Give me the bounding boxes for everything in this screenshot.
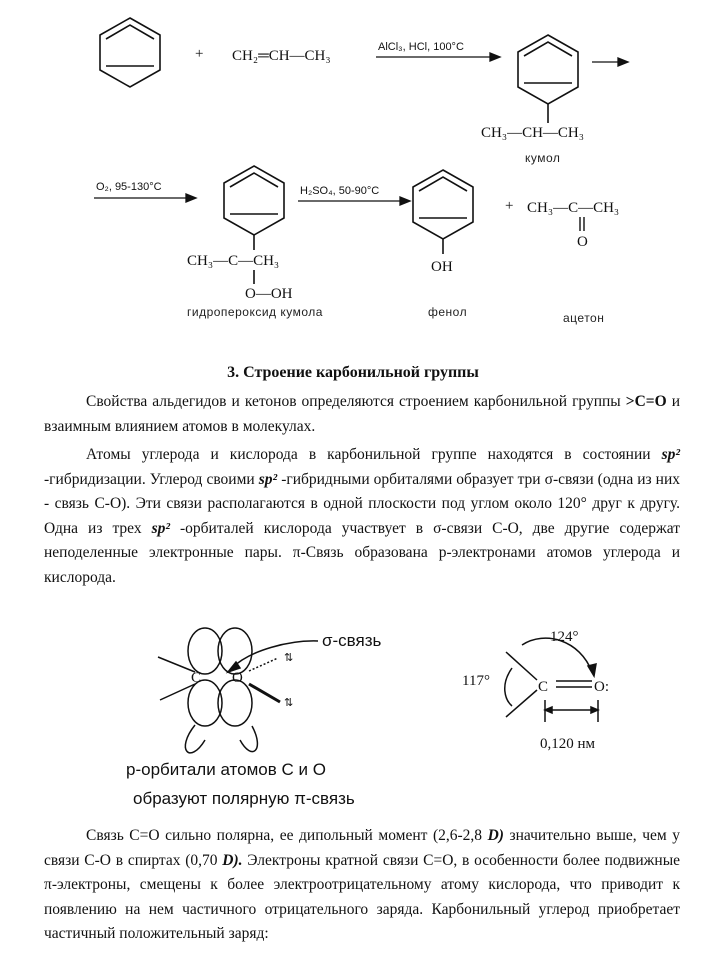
paragraph-1 xyxy=(44,390,680,439)
acetone-oxygen: O xyxy=(577,234,588,250)
phenol-oh: OH xyxy=(431,259,453,275)
text-run: Атомы углерода и кислорода в карбонильной группе находятся в состоянии xyxy=(86,446,662,463)
reaction-conditions-1: AlCl₃, HCl, 100°C xyxy=(378,41,464,53)
angle-117: 117° xyxy=(462,673,490,689)
angle-124: 124° xyxy=(550,629,579,645)
acetone-formula: CH₃—C—CH₃ xyxy=(527,200,620,216)
benzene-ring xyxy=(100,18,160,87)
reaction-conditions-3: H₂SO₄, 50-90°C xyxy=(300,185,380,197)
acetone-double-bond xyxy=(580,217,584,231)
sigma-bond-label: σ-связь xyxy=(322,631,382,650)
sp2-term: sp² xyxy=(151,519,171,537)
text-run: -гибридизации. Углерод своими xyxy=(44,470,259,488)
bond-length: 0,120 нм xyxy=(540,736,596,752)
text-run: Связь C=O сильно полярна, ее дипольный момент (2,6-2,8 xyxy=(86,827,488,844)
reaction-conditions-2: O₂, 95-130°C xyxy=(96,181,162,193)
debye-unit: D). xyxy=(222,851,243,869)
paragraph-3 xyxy=(44,824,680,947)
reaction-arrow xyxy=(376,53,500,61)
oxygen-atom: O: xyxy=(594,679,609,695)
oxygen-atom: O xyxy=(232,670,243,686)
bottom-text xyxy=(44,824,680,951)
text-run: и взаимным влиянием атомов в молекулах. xyxy=(44,393,680,435)
cumene-ring xyxy=(518,35,578,123)
sp2-term: sp² xyxy=(661,446,680,463)
reaction-arrow xyxy=(592,58,628,66)
electron-pair-arrows: ⇅ xyxy=(284,697,294,709)
text-run: Свойства альдегидов и кетонов определяются строением карбонильной группы xyxy=(86,393,626,410)
cumene-name: кумол xyxy=(525,151,561,165)
electron-pair-arrows: ⇅ xyxy=(284,652,294,664)
carbonyl-formula: >C=O xyxy=(625,393,667,410)
carbon-atom: C xyxy=(538,679,549,695)
phenol-name: фенол xyxy=(428,305,468,319)
acetone-name: ацетон xyxy=(563,311,605,325)
cumene-substituent: CH₃—CH—CH₃ xyxy=(481,125,584,141)
text-run: значительно выше, чем у связи C-O в спиртах (0,70 xyxy=(44,827,680,869)
paragraph-2 xyxy=(44,443,680,590)
orbital-caption-line1: p-орбитали атомов C и O xyxy=(126,760,326,779)
reaction-arrow xyxy=(94,194,196,202)
hydroperoxide-group: O—OH xyxy=(245,286,293,302)
sp2-term: sp² xyxy=(258,470,278,488)
intro-text xyxy=(44,390,680,594)
text-run: -гибридными орбиталями образует три σ-связи (одна из них - связь C-O). Эти связи располагаются в одной плоскости под углом около 120° друг к другу. Одна из трех xyxy=(44,470,681,537)
propene-formula: CH₂═CH—CH₃ xyxy=(232,48,331,64)
phenol-ring xyxy=(413,170,473,254)
plus-sign: + xyxy=(195,46,204,62)
orbital-diagram xyxy=(158,628,318,753)
section-heading: 3. Строение карбонильной группы xyxy=(227,364,479,381)
text-run: -орбиталей кислорода участвует в σ-связи C-O, две другие содержат неподеленные электронные пары. π-Связь образована p-электронами атомов углерода и кислорода. xyxy=(44,519,681,586)
hydroperoxide-name: гидропероксид кумола xyxy=(187,305,323,319)
carbon-atom: C xyxy=(191,670,202,686)
text-run: Электроны кратной связи C=O, в особенности более подвижные π-электроны, смещены к более электроотрицательному атому кислорода, что приводит к появлению на нем частичного отрицательного заряда. Карбонильный углерод приобретает частичный положительный заряд: xyxy=(44,851,680,942)
orbital-caption-line2: образуют полярную π-связь xyxy=(133,789,355,808)
debye-unit: D) xyxy=(487,827,504,844)
plus-sign: + xyxy=(505,198,514,214)
carbonyl-geometry xyxy=(505,638,598,722)
hydroperoxide-substituent: CH₃—C—CH₃ xyxy=(187,253,280,269)
reaction-arrow xyxy=(298,197,410,205)
